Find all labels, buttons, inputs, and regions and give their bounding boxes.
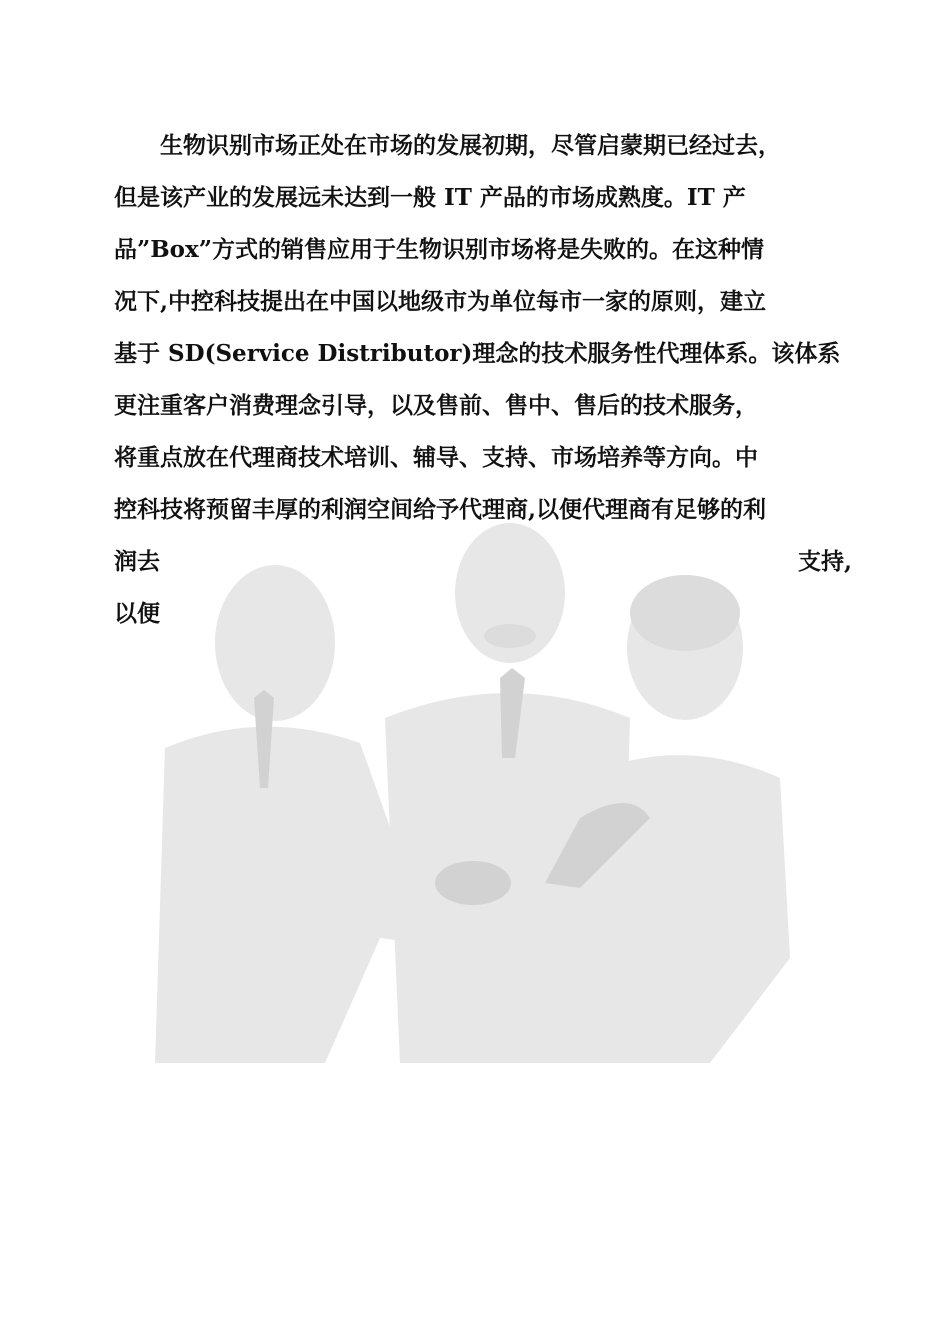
paragraph-line-start: 润去 bbox=[114, 548, 160, 575]
paragraph-line: 基于 SD(Service Distributor)理念的技术服务性代理体系。该体系 bbox=[114, 340, 841, 367]
paragraph-line: 以便 bbox=[114, 600, 160, 627]
paragraph-line: 控科技将预留丰厚的利润空间给予代理商,以便代理商有足够的利 bbox=[114, 496, 767, 523]
paragraph-line: 况下,中控科技提出在中国以地级市为单位每市一家的原则，建立 bbox=[114, 288, 767, 315]
paragraph-line: 生物识别市场正处在市场的发展初期，尽管启蒙期已经过去， bbox=[160, 132, 781, 159]
paragraph-line-end: 支持, bbox=[797, 548, 852, 575]
paragraph-line: 将重点放在代理商技术培训、辅导、支持、市场培养等方向。中 bbox=[114, 444, 758, 471]
paragraph-line: 但是该产业的发展远未达到一般 IT 产品的市场成熟度。IT 产 bbox=[114, 184, 746, 211]
paragraph-line: 更注重客户消费理念引导，以及售前、售中、售后的技术服务， bbox=[114, 392, 758, 419]
paragraph-line: 品”Box”方式的销售应用于生物识别市场将是失败的。在这种情 bbox=[114, 236, 764, 263]
handshake-clipart-icon bbox=[150, 518, 790, 1063]
